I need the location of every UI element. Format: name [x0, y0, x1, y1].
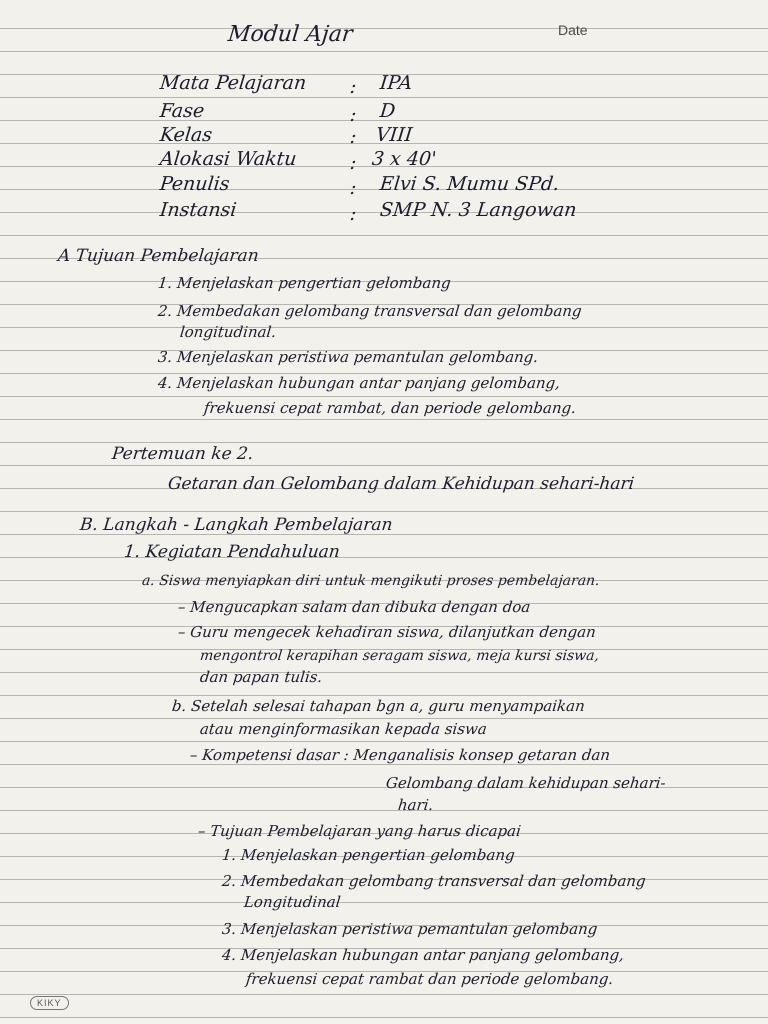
section-b-line: atau menginformasikan kepada siswa [199, 720, 488, 738]
section-b-line: – Guru mengecek kehadiran siswa, dilanjutkan dengan [177, 623, 597, 641]
section-b-line: a. Siswa menyiapkan diri untuk mengikuti proses pembelajaran. [141, 573, 601, 589]
info-value: SMP N. 3 Langowan [378, 199, 578, 221]
info-sep: : [348, 203, 358, 225]
section-a-line: 1. Menjelaskan pengertian gelombang [157, 274, 452, 292]
section-b-line: 1. Menjelaskan pengertian gelombang [221, 846, 516, 864]
info-label: Penulis [158, 173, 231, 195]
info-sep: : [348, 177, 358, 199]
section-b-line: dan papan tulis. [199, 668, 324, 686]
section-a-line: 4. Menjelaskan hubungan antar panjang gelombang, [157, 374, 562, 392]
info-sep: : [348, 76, 358, 98]
meeting-label: Pertemuan ke 2. [110, 444, 255, 464]
section-b-line: 3. Menjelaskan peristiwa pemantulan gelombang [221, 920, 599, 938]
info-label: Mata Pelajaran [158, 72, 308, 94]
section-a-line: 2. Membedakan gelombang transversal dan gelombang [157, 302, 583, 320]
info-value: D [378, 100, 397, 122]
info-label: Fase [158, 100, 206, 122]
section-b-heading: B. Langkah - Langkah Pembelajaran [78, 515, 394, 535]
section-b-line: – Tujuan Pembelajaran yang harus dicapai [197, 822, 522, 840]
section-a-line: 3. Menjelaskan peristiwa pemantulan gelombang. [157, 348, 540, 366]
section-b-line: – Kompetensi dasar : Menganalisis konsep getaran dan [189, 746, 612, 764]
section-a-line: longitudinal. [179, 323, 278, 341]
section-b-line: hari. [397, 796, 435, 814]
section-b-subheading: 1. Kegiatan Pendahuluan [122, 542, 341, 562]
page-title: Modul Ajar [226, 22, 354, 47]
info-label: Alokasi Waktu [158, 148, 298, 170]
section-b-line: frekuensi cepat rambat dan periode gelombang. [245, 970, 615, 988]
section-b-line: – Mengucapkan salam dan dibuka dengan doa [177, 598, 532, 616]
info-value: 3 x 40' [370, 148, 438, 170]
meeting-topic: Getaran dan Gelombang dalam Kehidupan sehari-hari [166, 474, 636, 494]
info-label: Kelas [158, 124, 214, 146]
section-b-line: Longitudinal [243, 893, 342, 911]
section-b-line: b. Setelah selesai tahapan bgn a, guru menyampaikan [171, 697, 586, 715]
info-sep: : [348, 104, 358, 126]
section-b-line: 2. Membedakan gelombang transversal dan gelombang [221, 872, 647, 890]
info-value: IPA [378, 72, 414, 94]
section-a-heading: A Tujuan Pembelajaran [56, 246, 260, 266]
info-value: Elvi S. Mumu SPd. [378, 173, 561, 195]
info-label: Instansi [158, 199, 238, 221]
info-value: VIII [374, 124, 414, 146]
info-sep: : [348, 126, 358, 148]
section-b-line: mengontrol kerapihan seragam siswa, meja kursi siswa, [199, 648, 600, 664]
section-b-line: 4. Menjelaskan hubungan antar panjang gelombang, [221, 946, 626, 964]
info-sep: : [348, 152, 358, 174]
date-label: Date [558, 22, 588, 38]
notebook-brand-logo: KIKY [30, 996, 69, 1010]
section-a-line: frekuensi cepat rambat, dan periode gelombang. [203, 399, 577, 417]
section-b-line: Gelombang dalam kehidupan sehari- [385, 774, 667, 792]
